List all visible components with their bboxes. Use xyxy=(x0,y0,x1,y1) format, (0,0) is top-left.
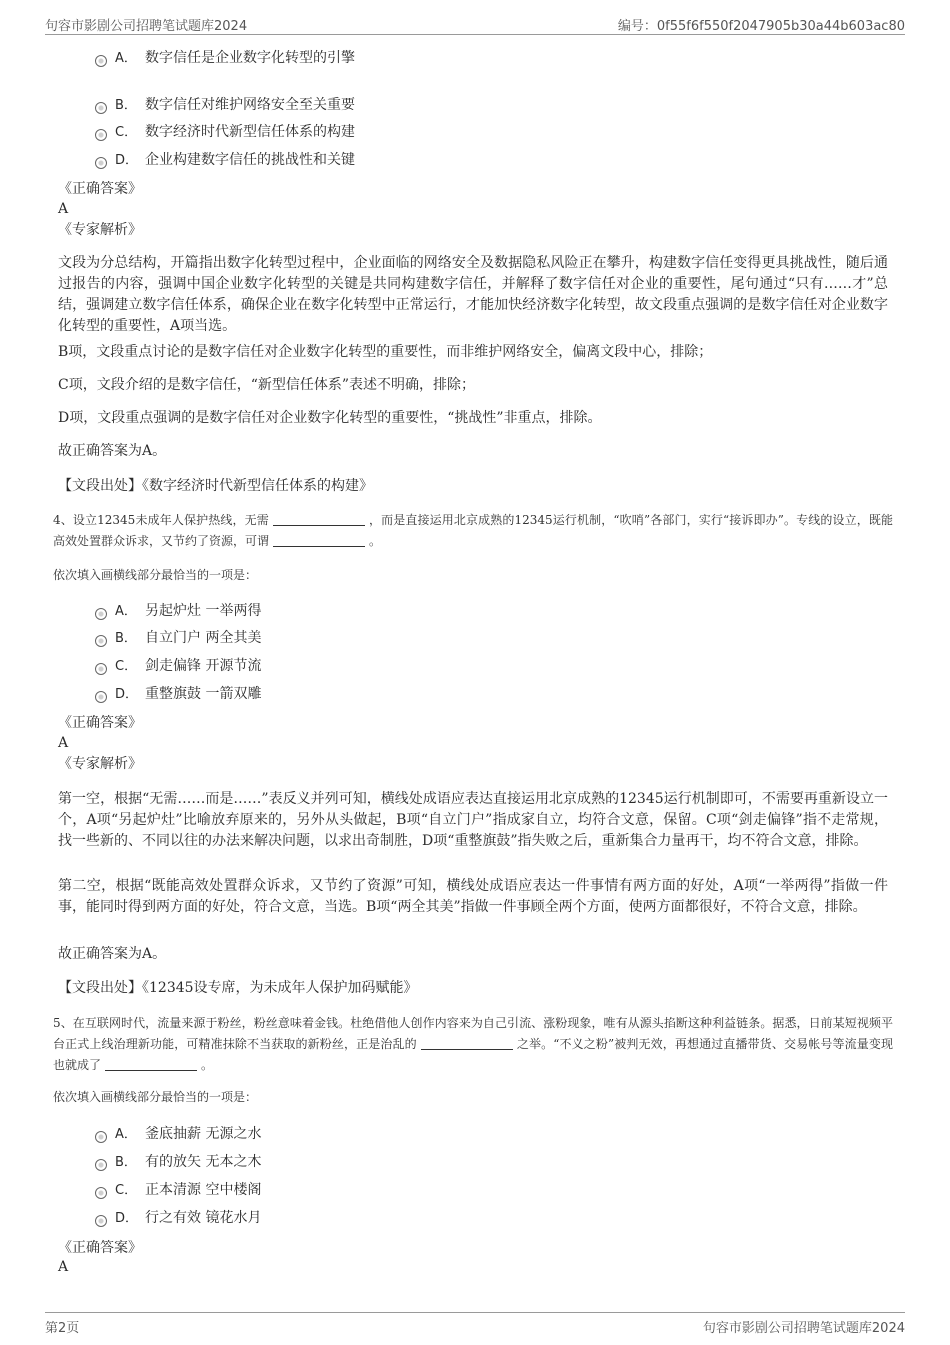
answer-value: A xyxy=(58,1259,69,1275)
blank-line xyxy=(105,1057,197,1071)
question-stem: 5、在互联网时代，流量来源于粉丝，粉丝意味着金钱。杜绝借他人创作内容来为自己引流、涨粉现象，唯有从源头掐断这种利益链条。据悉，日前某短视频平台正式上线治理新功能，可精准抹除不当获取的新粉丝，正是治乱的 之举。“不义之粉”被判无效，再想通过直播带货、交易帐号等流量变现也就成了 。 xyxy=(53,1016,893,1072)
q3-option-d[interactable]: D． 企业构建数字信任的挑战性和关键 xyxy=(95,150,355,170)
analysis-paragraph: D项，文段重点强调的是数字信任对企业数字化转型的重要性，“挑战性”非重点，排除。 xyxy=(58,410,602,426)
radio-icon[interactable] xyxy=(95,663,107,675)
page-header xyxy=(45,12,905,35)
q3-option-b[interactable]: B． 数字信任对维护网络安全至关重要 xyxy=(95,95,355,115)
radio-icon[interactable] xyxy=(95,129,107,141)
analysis-conclusion: 故正确答案为A。 xyxy=(58,443,167,459)
answer-label: 《正确答案》 xyxy=(58,181,142,197)
radio-icon[interactable] xyxy=(95,102,107,114)
q4-option-a[interactable]: A． 另起炉灶 一举两得 xyxy=(95,601,261,621)
radio-icon[interactable] xyxy=(95,691,107,703)
question-instruction: 依次填入画横线部分最恰当的一项是： xyxy=(53,568,258,582)
document-id: 编号：0f55f6f550f2047905b30a44b603ac80 xyxy=(617,19,905,34)
q4-option-d[interactable]: D． 重整旗鼓 一箭双雕 xyxy=(95,684,261,704)
radio-icon[interactable] xyxy=(95,635,107,647)
answer-value: A xyxy=(58,201,69,217)
q5-option-a[interactable]: A． 釜底抽薪 无源之水 xyxy=(95,1124,261,1144)
radio-icon[interactable] xyxy=(95,608,107,620)
header-title: 句容市影剧公司招聘笔试题库2024 xyxy=(45,19,248,34)
answer-label: 《正确答案》 xyxy=(58,715,142,731)
footer-title: 句容市影剧公司招聘笔试题库2024 xyxy=(702,1321,905,1336)
q5-option-b[interactable]: B． 有的放矢 无本之木 xyxy=(95,1152,261,1172)
analysis-paragraph: B项，文段重点讨论的是数字信任对企业数字化转型的重要性，而非维护网络安全，偏离文段中心，排除； xyxy=(58,344,713,360)
q5-option-d[interactable]: D． 行之有效 镜花水月 xyxy=(95,1208,261,1228)
q4-option-b[interactable]: B． 自立门户 两全其美 xyxy=(95,628,261,648)
analysis-paragraph: C项，文段介绍的是数字信任，“新型信任体系”表述不明确，排除； xyxy=(58,377,476,393)
radio-icon[interactable] xyxy=(95,1131,107,1143)
radio-icon[interactable] xyxy=(95,1159,107,1171)
blank-line xyxy=(273,512,365,526)
analysis-label: 《专家解析》 xyxy=(58,756,142,772)
q4-option-c[interactable]: C． 剑走偏锋 开源节流 xyxy=(95,656,261,676)
radio-icon[interactable] xyxy=(95,1187,107,1199)
blank-line xyxy=(273,533,365,547)
radio-icon[interactable] xyxy=(95,1215,107,1227)
blank-line xyxy=(421,1036,513,1050)
page-footer xyxy=(45,1312,905,1335)
answer-label: 《正确答案》 xyxy=(58,1240,142,1256)
source-line: 【文段出处】《数字经济时代新型信任体系的构建》 xyxy=(58,478,373,494)
question-stem: 4、设立12345未成年人保护热线，无需 ，而是直接运用北京成熟的12345运行机制，“吹哨”各部门，实行“接诉即办”。专线的设立，既能高效处置群众诉求，又节约了资源，可谓 。 xyxy=(53,513,894,548)
analysis-paragraph: 文段为分总结构，开篇指出数字化转型过程中，企业面临的网络安全及数据隐私风险正在攀升，构建数字信任变得更具挑战性，随后通过报告的内容，强调中国企业数字化转型的关键是共同构建数字信任，并解释了数字信任对企业的重要性，尾句通过“只有……才”总结，强调建立数字信任体系，确保企业在数字化转型中正常运行，才能加快经济数字化转型，故文段重点强调的是数字信任对企业数字化转型的重要性，A项当选。 xyxy=(58,255,888,334)
analysis-conclusion: 故正确答案为A。 xyxy=(58,946,167,962)
answer-value: A xyxy=(58,735,69,751)
analysis-label: 《专家解析》 xyxy=(58,222,142,238)
radio-icon[interactable] xyxy=(95,157,107,169)
source-line: 【文段出处】《12345设专席，为未成年人保护加码赋能》 xyxy=(58,980,418,996)
page-number: 第2页 xyxy=(45,1321,80,1336)
q5-option-c[interactable]: C． 正本清源 空中楼阁 xyxy=(95,1180,261,1200)
analysis-paragraph: 第一空，根据“无需……而是……”表反义并列可知，横线处成语应表达直接运用北京成熟的12345运行机制即可，不需要再重新设立一个，A项“另起炉灶”比喻放弃原来的，另外从头做起，B项“自立门户”指成家自立，均符合文意，保留。C项“剑走偏锋”指不走常规，找一些新的、不同以往的办法来解决问题，以求出奇制胜，D项“重整旗鼓”指失败之后，重新集合力量再干，均不符合文意，排除。 xyxy=(58,791,888,849)
analysis-paragraph: 第二空，根据“既能高效处置群众诉求，又节约了资源”可知，横线处成语应表达一件事情有两方面的好处，A项“一举两得”指做一件事，能同时得到两方面的好处，符合文意，当选。B项“两全其美”指做一件事顾全两个方面，使两方面都很好，不符合文意，排除。 xyxy=(58,878,888,915)
question-instruction: 依次填入画横线部分最恰当的一项是： xyxy=(53,1090,258,1104)
q3-option-a[interactable]: A． 数字信任是企业数字化转型的引擎 xyxy=(95,48,355,68)
radio-icon[interactable] xyxy=(95,55,107,67)
q3-option-c[interactable]: C． 数字经济时代新型信任体系的构建 xyxy=(95,122,355,142)
